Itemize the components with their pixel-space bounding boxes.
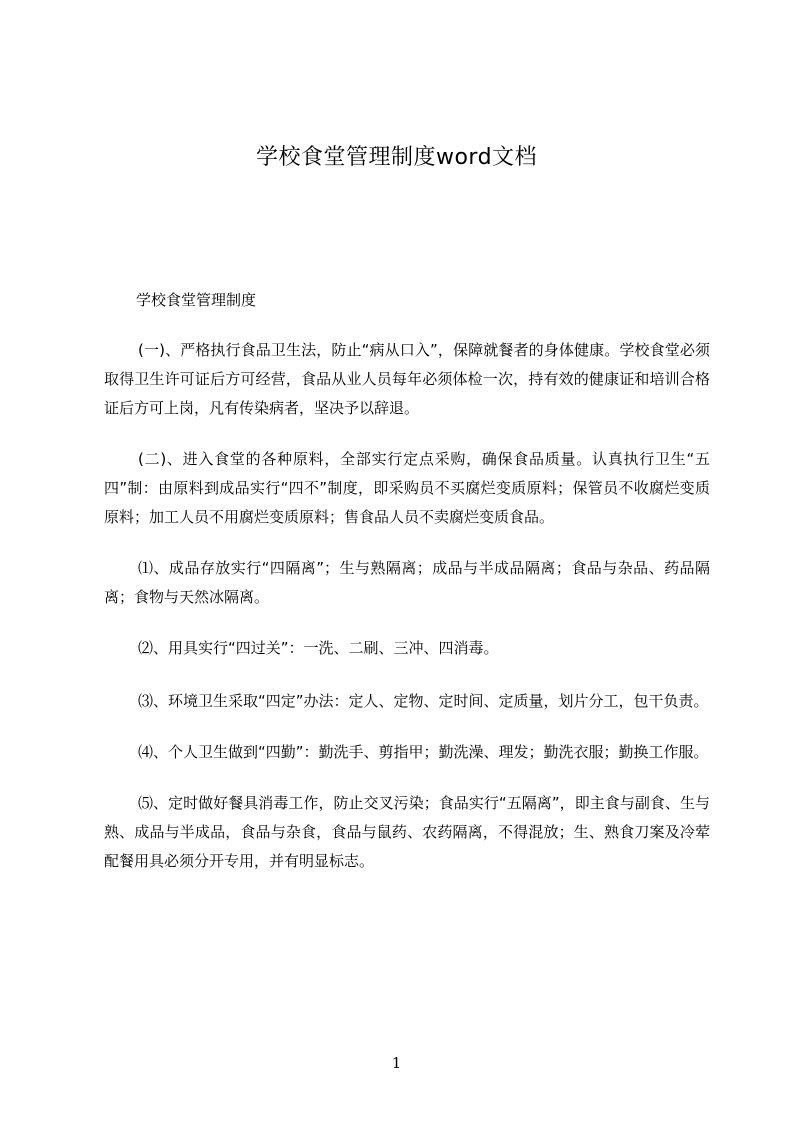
page-number: 1 xyxy=(391,1054,402,1072)
paragraph-2: (二)、进入食堂的各种原料，全部实行定点采购，确保食品质量。认真执行卫生“五四”制：由原料到成品实行“四不”制度，即采购员不买腐烂变质原料；保管员不收腐烂变质原料；加工人员不用腐烂变质原料；售食品人员不卖腐烂变质食品。 xyxy=(104,450,710,526)
paragraph-7: ⑸、定时做好餐具消毒工作，防止交叉污染；食品实行“五隔离”，即主食与副食、生与熟、成品与半成品，食品与杂食，食品与鼠药、农药隔离，不得混放；生、熟食刀案及冷荤配餐用具必须分开专用，并有明显标志。 xyxy=(104,794,710,870)
paragraph-5: ⑶、环境卫生采取“四定”办法：定人、定物、定时间、定质量，划片分工，包干负责。 xyxy=(138,692,709,710)
document-title: 学校食堂管理制度word文档 xyxy=(255,145,538,170)
section-heading: 学校食堂管理制度 xyxy=(136,291,257,309)
paragraph-1: (一)、严格执行食品卫生法，防止“病从口入”，保障就餐者的身体健康。学校食堂必须取得卫生许可证后方可经营，食品从业人员每年必须体检一次，持有效的健康证和培训合格证后方可上岗，凡有传染病者，坚决予以辞退。 xyxy=(104,341,710,417)
paragraph-3: ⑴、成品存放实行“四隔离”；生与熟隔离；成品与半成品隔离；食品与杂品、药品隔离；食物与天然冰隔离。 xyxy=(104,559,710,606)
paragraph-4: ⑵、用具实行“四过关”：一洗、二刷、三冲、四消毒。 xyxy=(138,639,499,657)
document-body xyxy=(104,286,710,898)
paragraph-6: ⑷、个人卫生做到“四勤”：勤洗手、剪指甲；勤洗澡、理发；勤洗衣服；勤换工作服。 xyxy=(138,743,709,761)
